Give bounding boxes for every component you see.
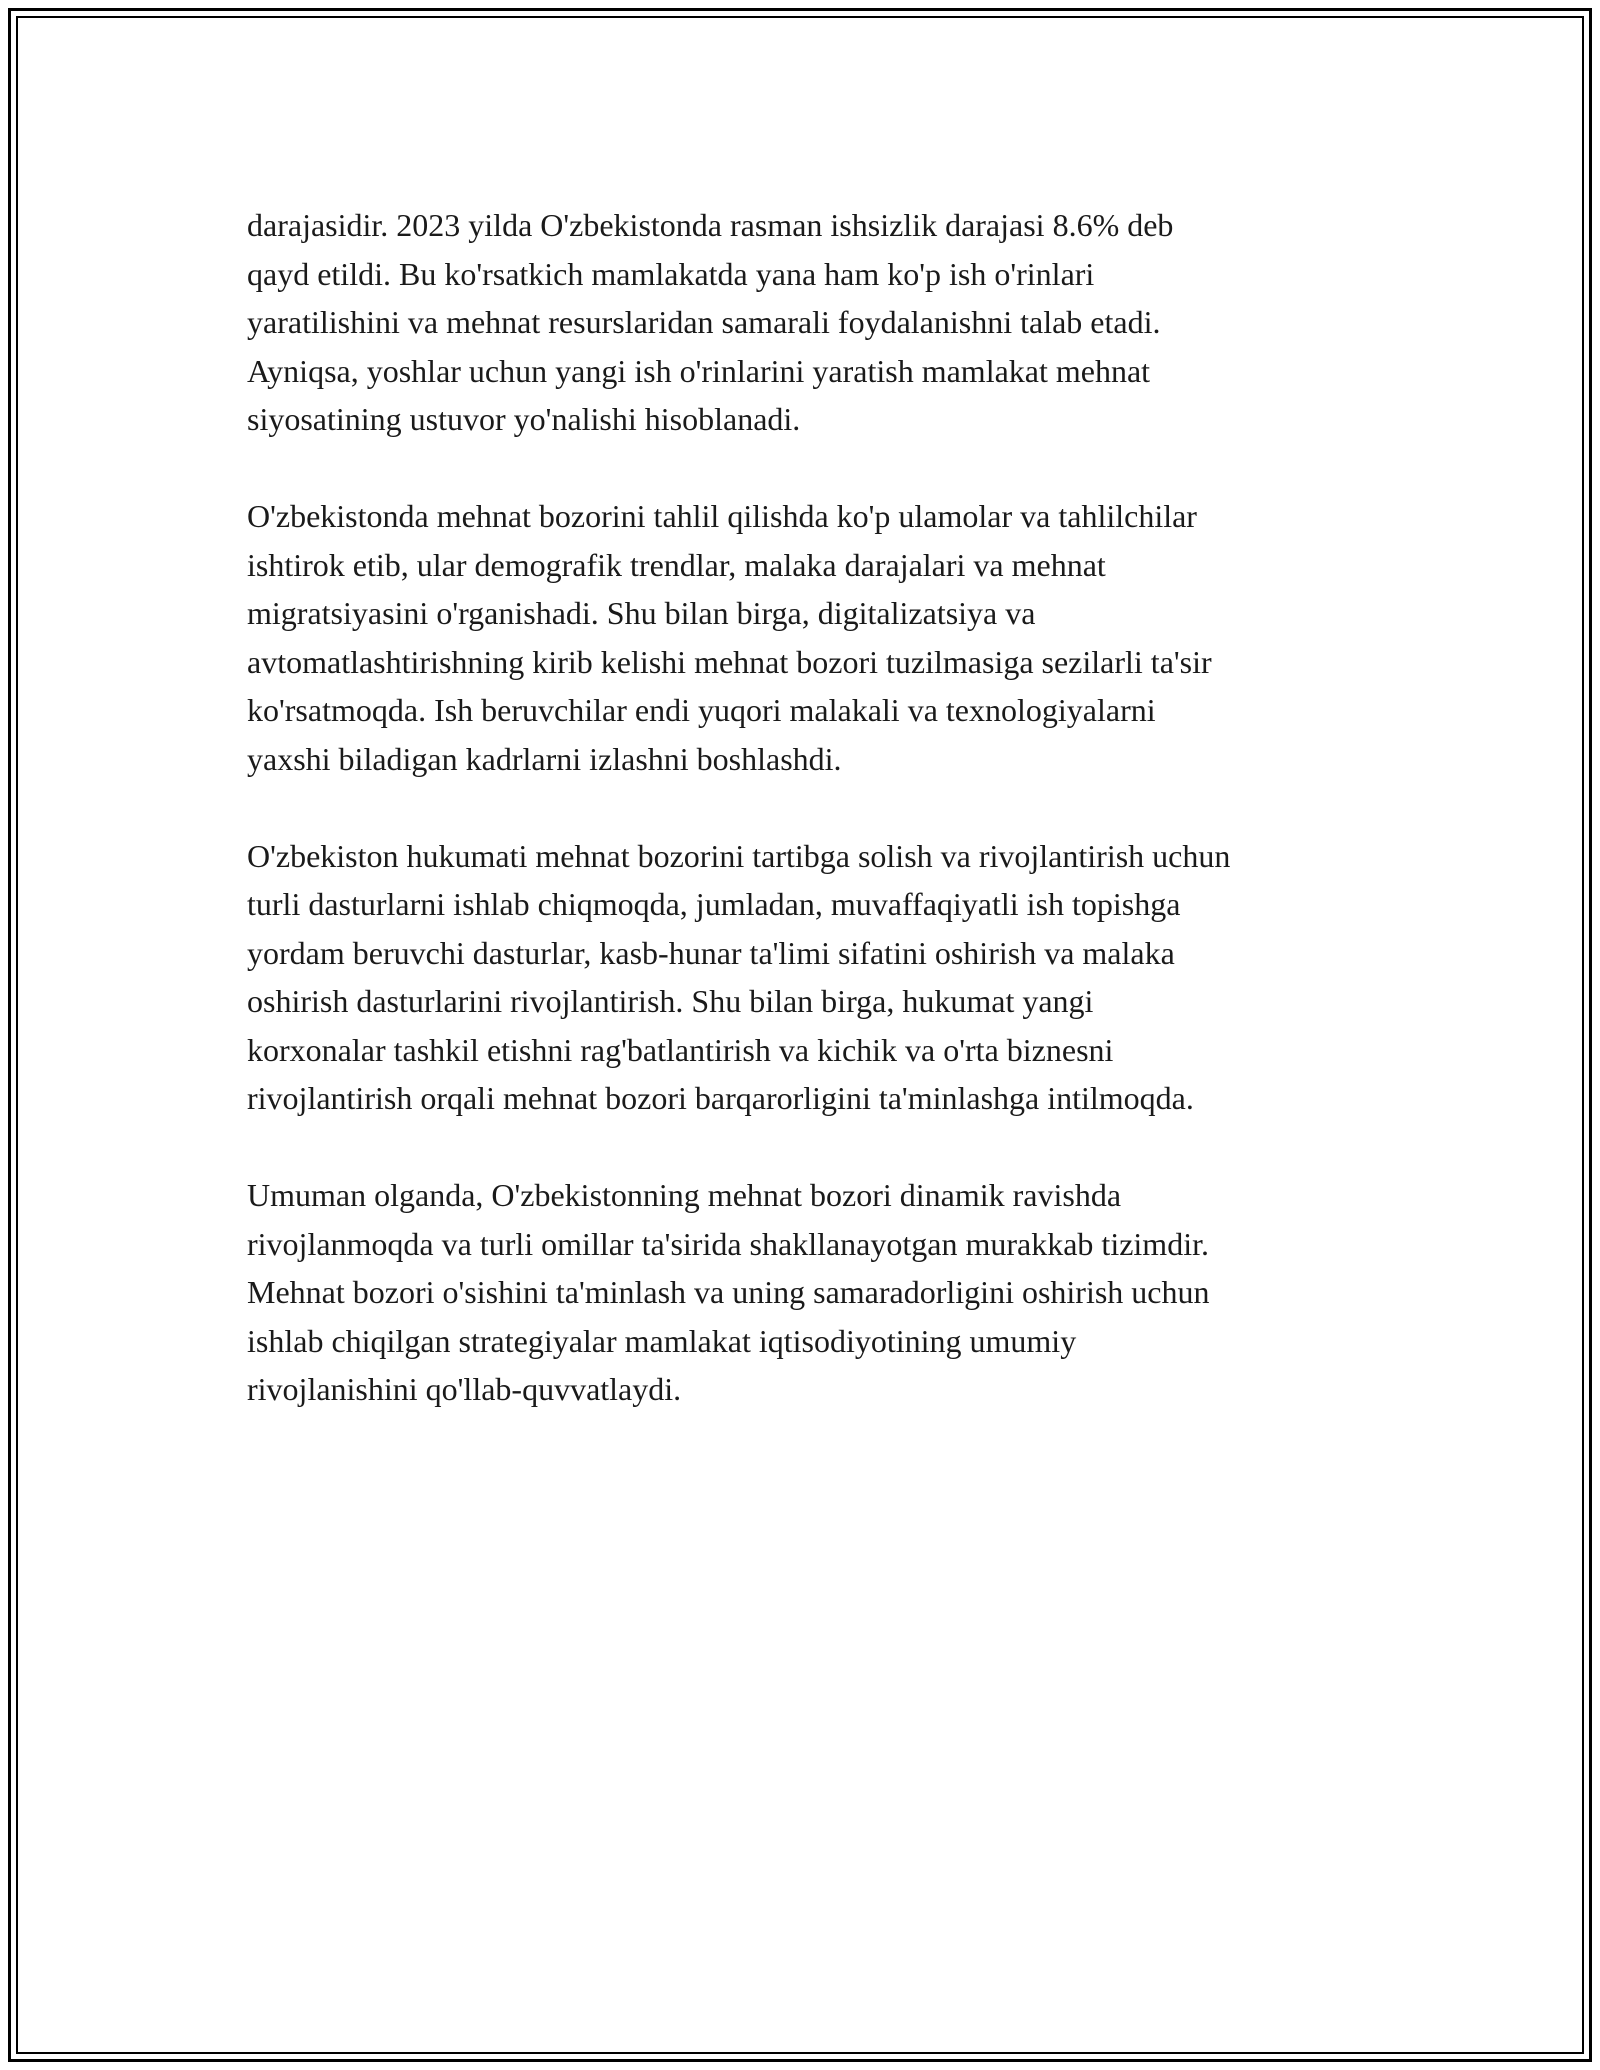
text-line: ko'rsatmoqda. Ish beruvchilar endi yuqori malakali va texnologiyalarni — [247, 692, 1156, 728]
paragraph-government — [247, 832, 1417, 1123]
text-line: Umuman olganda, O'zbekistonning mehnat bozori dinamik ravishda — [247, 1177, 1122, 1213]
text-line: ishlab chiqilgan strategiyalar mamlakat iqtisodiyotining umumiy — [247, 1322, 1077, 1359]
text-line: Mehnat bozori o'sishini ta'minlash va uning samaradorligini oshirish uchun — [247, 1274, 1210, 1310]
text-line: oshirish dasturlarini rivojlantirish. Shu bilan birga, hukumat yangi — [247, 983, 1094, 1019]
text-line: yaxshi biladigan kadrlarni izlashni boshlashdi. — [247, 740, 842, 777]
text-line: yordam beruvchi dasturlar, kasb-hunar ta'limi sifatini oshirish va malaka — [247, 934, 1175, 971]
text-line: migratsiyasini o'rganishadi. Shu bilan birga, digitalizatsiya va — [247, 595, 1036, 631]
paragraph-unemployment — [247, 201, 1417, 444]
text-line: siyosatining ustuvor yo'nalishi hisoblanadi. — [247, 401, 801, 437]
text-line: qayd etildi. Bu ko'rsatkich mamlakatda yana ham ko'p ish o'rinlari — [247, 255, 1095, 292]
paragraph-analysis — [247, 492, 1417, 783]
document-body — [247, 201, 1417, 1414]
page-border — [8, 8, 1592, 2062]
text-line: O'zbekistonda mehnat bozorini tahlil qilishda ko'p ulamolar va tahlilchilar — [247, 498, 1197, 534]
text-line: korxonalar tashkil etishni rag'batlantirish va kichik va o'rta biznesni — [247, 1031, 1114, 1068]
text-line: O'zbekiston hukumati mehnat bozorini tartibga solish va rivojlantirish uchun — [247, 837, 1231, 874]
text-line: rivojlantirish orqali mehnat bozori barqarorligini ta'minlashga intilmoqda. — [247, 1080, 1194, 1116]
text-line: avtomatlashtirishning kirib kelishi mehnat bozori tuzilmasiga sezilarli ta'sir — [247, 643, 1212, 680]
text-line: ishtirok etib, ular demografik trendlar, malaka darajalari va mehnat — [247, 546, 1106, 583]
text-line: rivojlanmoqda va turli omillar ta'sirida shakllanayotgan murakkab tizimdir. — [247, 1225, 1209, 1262]
text-line: turli dasturlarni ishlab chiqmoqda, jumladan, muvaffaqiyatli ish topishga — [247, 886, 1181, 922]
text-line: Ayniqsa, yoshlar uchun yangi ish o'rinlarini yaratish mamlakat mehnat — [247, 352, 1151, 389]
paragraph-conclusion — [247, 1171, 1417, 1414]
text-line: rivojlanishini qo'llab-quvvatlaydi. — [247, 1371, 682, 1407]
text-line: yaratilishini va mehnat resurslaridan samarali foydalanishni talab etadi. — [247, 304, 1161, 340]
text-line: darajasidir. 2023 yilda O'zbekistonda rasman ishsizlik darajasi 8.6% deb — [247, 207, 1174, 243]
